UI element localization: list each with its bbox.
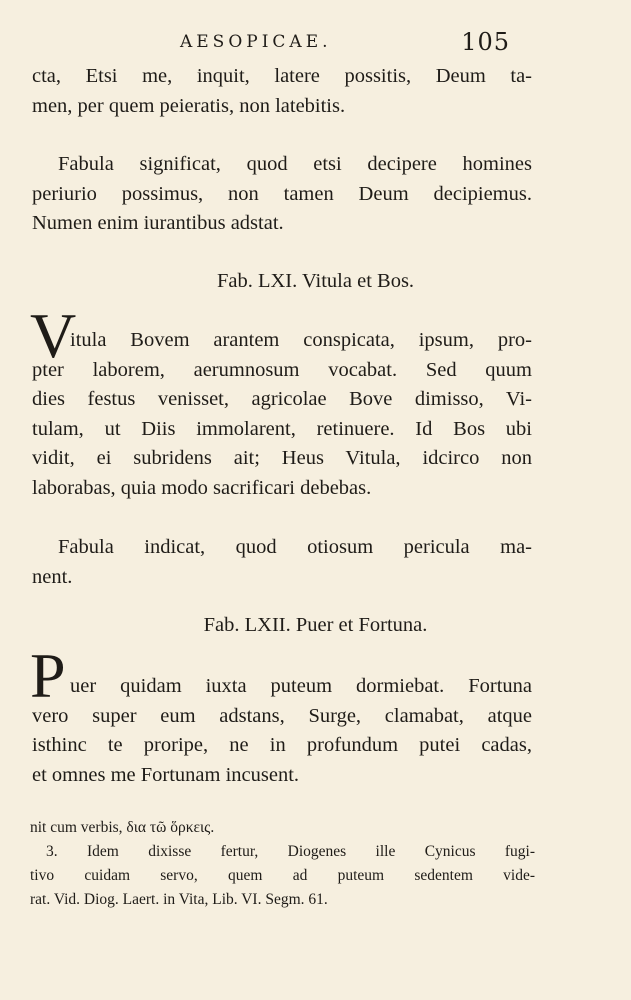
fable-62-dropcap: P (30, 640, 66, 711)
paragraph-moral-2 (32, 533, 532, 592)
text-line: pter laborem, aerumnosum vocabat. Sed quum (32, 358, 532, 381)
fable-61-dropcap: V (30, 300, 77, 371)
footnotes (30, 816, 535, 912)
text-line: Fabula indicat, quod otiosum pericula ma- (58, 536, 532, 558)
text-line: et omnes me Fortunam incusent. (32, 763, 300, 786)
fable-62-title: Fab. LXII. Puer et Fortuna. (203, 614, 428, 636)
text-line: periurio possimus, non tamen Deum decipiemus. (32, 182, 532, 205)
footnote-line: rat. Vid. Diog. Laert. in Vita, Lib. VI. Segm. 61. (30, 891, 328, 908)
fable-61-title: Fab. LXI. Vitula et Bos. (216, 270, 415, 292)
text-line: laborabas, quia modo sacrificari debebas. (32, 476, 372, 499)
text-line: Fabula significat, quod etsi decipere homines (58, 153, 532, 175)
text-line: vidit, ei subridens ait; Heus Vitula, idcirco non (32, 447, 532, 469)
fable-61-body (32, 326, 532, 503)
text-line: dies festus venisset, agricolae Bove dimisso, Vi- (32, 388, 532, 410)
fable-62-body (32, 672, 532, 790)
text-line: tulam, ut Diis immolarent, retinuere. Id Bos ubi (32, 417, 532, 440)
text-line: uer quidam iuxta puteum dormiebat. Fortuna (70, 675, 532, 697)
text-line: isthinc te proripe, ne in profundum putei cadas, (32, 734, 532, 756)
paragraph-moral-1 (32, 150, 532, 239)
footnote-line: nit cum verbis, δια τῶ ὅρκεις. (30, 819, 215, 836)
text-line: itula Bovem arantem conspicata, ipsum, pro- (70, 329, 532, 351)
footnote-line: tivo cuidam servo, quem ad puteum sedentem vide- (30, 867, 535, 884)
text-line: Numen enim iurantibus adstat. (32, 212, 284, 234)
paragraph-continuation (32, 62, 532, 121)
footnote-line: 3. Idem dixisse fertur, Diogenes ille Cynicus fugi- (46, 843, 535, 860)
text-line: nent. (32, 565, 73, 588)
text-line: cta, Etsi me, inquit, latere possitis, Deum ta- (32, 65, 532, 87)
running-title: AESOPICAE. (180, 32, 332, 52)
page-number: 105 (461, 28, 510, 56)
text-line: vero super eum adstans, Surge, clamabat, atque (32, 704, 532, 727)
text-line: men, per quem peieratis, non latebitis. (32, 94, 346, 117)
running-header (180, 28, 510, 56)
